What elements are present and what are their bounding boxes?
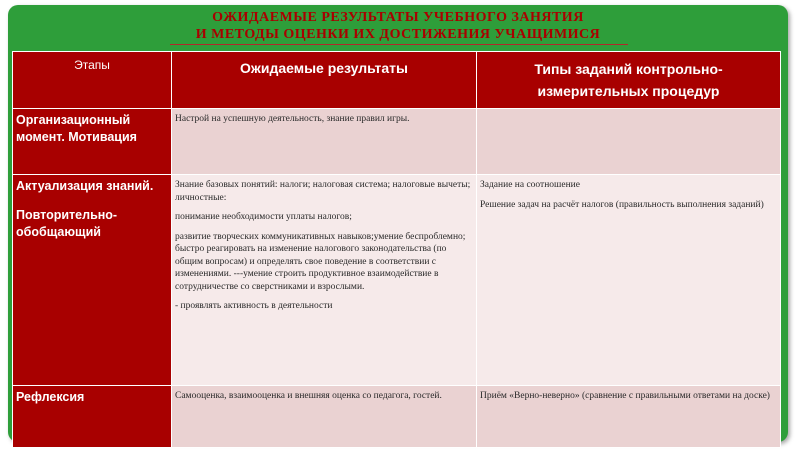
stage-text: Актуализация знаний. xyxy=(16,179,154,193)
result-text: Настрой на успешную деятельность, знание правил игры. xyxy=(175,114,410,124)
results-cell xyxy=(172,386,477,448)
stage-text: Повторительно-обобщающий xyxy=(16,208,118,239)
result-text: развитие творческих коммуникативных навыков;умение беспроблемно; быстро реагировать на изменение налогового законодательства (по общим вопросам) и определять свое поведение в соответствии с изменениями. ---умение строить продуктивное взаимодействие в сотрудничестве со сверстниками и взрослыми. xyxy=(175,231,466,292)
results-cell xyxy=(172,109,477,175)
header-stage: Этапы xyxy=(13,52,172,109)
stage-cell xyxy=(13,175,172,386)
title-line-1: ОЖИДАЕМЫЕ РЕЗУЛЬТАТЫ УЧЕБНОГО ЗАНЯТИЯ xyxy=(212,10,584,25)
table-row xyxy=(13,109,781,175)
title-underline xyxy=(170,44,628,45)
table-row xyxy=(13,175,781,386)
result-text: Самооценка, взаимооценка и внешняя оценка со педагога, гостей. xyxy=(175,391,442,401)
types-text: Решение задач на расчёт налогов (правильность выполнения заданий) xyxy=(480,199,764,210)
header-results: Ожидаемые результаты xyxy=(172,52,477,109)
header-types-line-2: измерительных процедур xyxy=(537,83,720,99)
stage-text: Рефлексия xyxy=(16,390,85,404)
table-row xyxy=(13,386,781,448)
title-line-2: И МЕТОДЫ ОЦЕНКИ ИХ ДОСТИЖЕНИЯ УЧАЩИМИСЯ xyxy=(195,27,601,42)
stage-cell xyxy=(13,386,172,448)
types-cell xyxy=(477,386,781,448)
header-types xyxy=(477,52,781,109)
stage-text: Организационный момент. Мотивация xyxy=(16,113,137,144)
types-cell xyxy=(477,175,781,386)
result-text: понимание необходимости уплаты налогов; xyxy=(175,212,352,222)
types-cell xyxy=(477,109,781,175)
types-text: Задание на соотношение xyxy=(480,180,580,190)
result-text: Знание базовых понятий: налоги; налоговая система; налоговые вычеты; личностные: xyxy=(175,180,471,203)
results-cell xyxy=(172,175,477,386)
stage-cell xyxy=(13,109,172,175)
types-text: Приём «Верно-неверно» (сравнение с правильными ответами на доске) xyxy=(480,391,770,401)
result-text: - проявлять активность в деятельности xyxy=(175,301,333,311)
header-types-line-1: Типы заданий контрольно- xyxy=(534,61,723,77)
slide-title xyxy=(8,9,788,43)
table-header-row xyxy=(13,52,781,109)
results-table xyxy=(12,51,781,448)
